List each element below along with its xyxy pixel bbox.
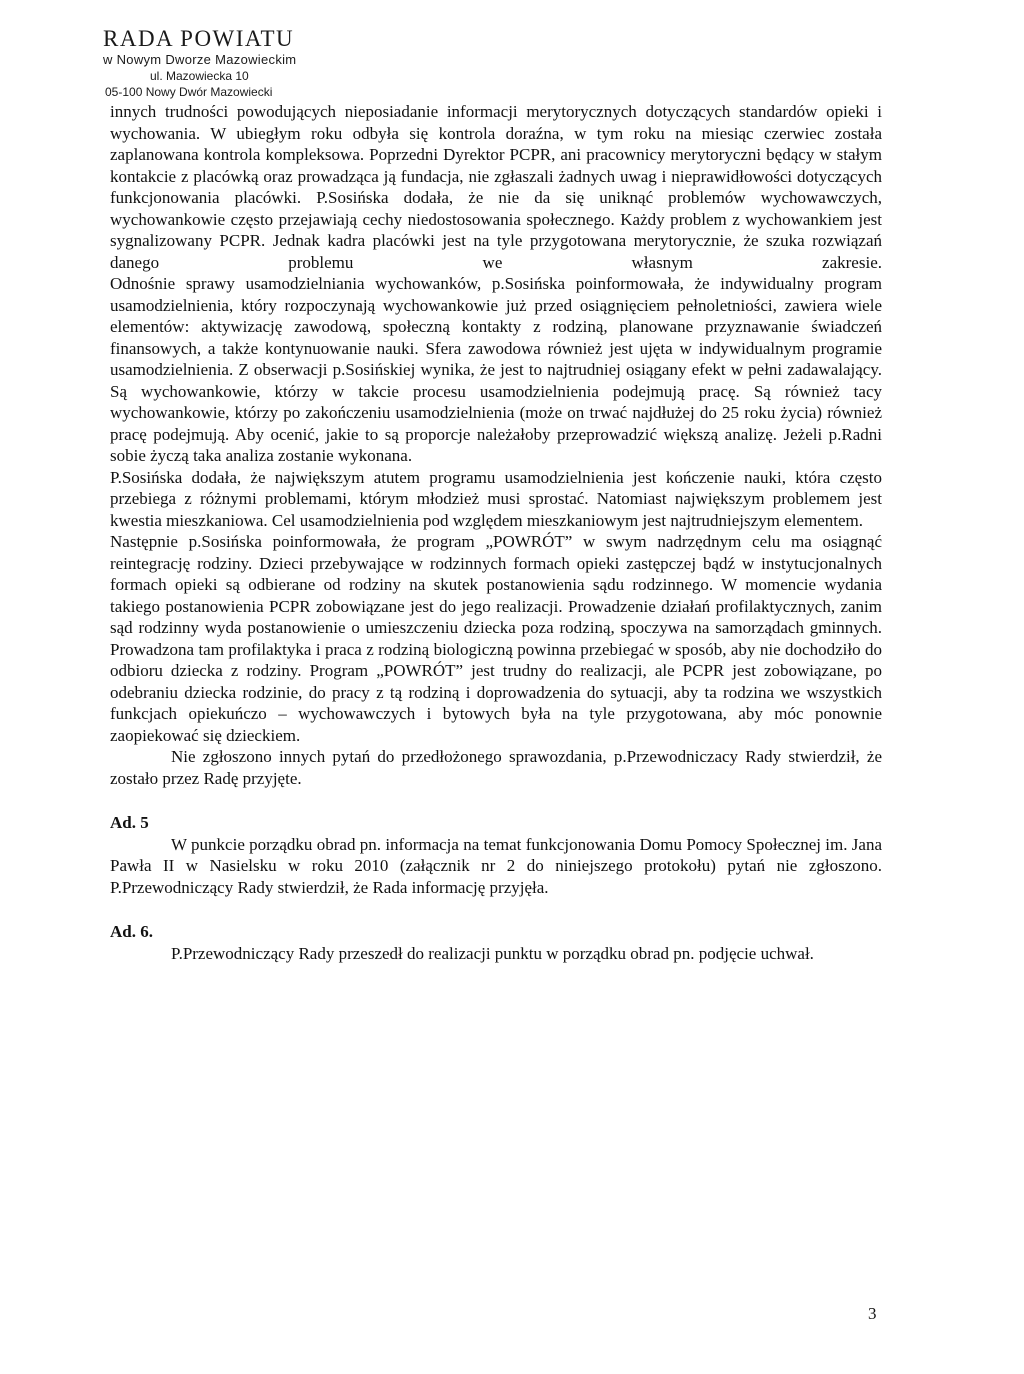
paragraph: innych trudności powodujących nieposiadanie informacji merytorycznych dotyczących standardów opieki i wychowania. W ubiegłym roku odbyła się kontrola doraźna, w tym roku na miesiąc czerwiec została zaplanowana kontrola kompleksowa. Poprzedni Dyrektor PCPR, ani pracownicy merytoryczni będący w stałym kontakcie z placówką oraz prowadząca ją fundacja, nie zgłaszali żadnych uwag i nieprawidłowości dotyczących funkcjonowania placówki. P.Sosińska dodała, że nie da się uniknąć problemów wychowawczych, wychowankowie często przejawiają cechy niedostosowania społecznego. Każdy problem z wychowankiem jest sygnalizowany PCPR. Jednak kadra placówki jest na tyle przygotowana merytorycznie, że szuka rozwiązań danego problemu we własnym zakresie.: [110, 102, 882, 272]
letterhead-line-2: ul. Mazowiecka 10: [150, 69, 249, 83]
paragraph: Następnie p.Sosińska poinformowała, że program „POWRÓT” w swym nadrzędnym celu ma osiągnąć reintegrację rodziny. Dzieci przebywające w rodzinnych formach opieki zastępczej bądź w instytucjonalnych formach opieki są odbierane od rodziny na skutek postanowienia sądu rodzinnego. W momencie wydania takiego postanowienia PCPR zobowiązane jest do jego realizacji. Prowadzenie działań profilaktycznych, zanim sąd rodzinny wyda postanowienie o umieszczeniu dziecka poza rodziną, spoczywa na samorządach gminnych. Prowadzona tam profilaktyka i praca z rodziną biologiczną powinna przebiegać w sposób, aby nie dochodziło do odbioru dziecka z rodziny. Program „POWRÓT” jest trudny do realizacji, ale PCPR jest zobowiązane, po odebraniu dziecka rodzinie, do pracy z tą rodziną i doprowadzenia do sytuacji, aby ta rodzina we wszystkich funkcjach opiekuńczo – wychowawczych i bytowych była na tyle przygotowana, aby móc ponownie zaopiekować się dzieckiem.: [110, 532, 882, 745]
section-heading-ad5: Ad. 5: [110, 813, 149, 832]
section-heading-ad6: Ad. 6.: [110, 922, 153, 941]
page-number: 3: [868, 1304, 877, 1323]
paragraph: P.Sosińska dodała, że największym atutem programu usamodzielnienia jest kończenie nauki, która często przebiega z różnymi problemami, którym młodzież musi sprostać. Natomiast największym problemem jest kwestia mieszkaniowa. Cel usamodzielnienia pod względem mieszkaniowym jest najtrudniejszym elementem.: [110, 467, 882, 530]
letterhead-line-3: 05-100 Nowy Dwór Mazowiecki: [105, 85, 273, 99]
section-text-ad6: P.Przewodniczący Rady przeszedł do realizacji punktu w porządku obrad pn. podjęcie uchwał.: [171, 943, 814, 963]
letterhead-stamp: [103, 26, 296, 101]
section-text-ad5: W punkcie porządku obrad pn. informacja na temat funkcjonowania Domu Pomocy Społecznej im. Jana Pawła II w Nasielsku w roku 2010 (załącznik nr 2 do niniejszego protokołu) pytań nie zgłoszono. P.Przewodniczący Rady stwierdził, że Rada informację przyjęła.: [110, 834, 882, 897]
letterhead-line-1: w Nowym Dworze Mazowieckim: [103, 52, 297, 67]
paragraph: Nie zgłoszono innych pytań do przedłożonego sprawozdania, p.Przewodniczacy Rady stwierdził, że zostało przez Radę przyjęte.: [110, 747, 882, 788]
letterhead-org: RADA POWIATU: [103, 26, 295, 51]
paragraph: Odnośnie sprawy usamodzielniania wychowanków, p.Sosińska poinformowała, że indywidualny program usamodzielnienia, który rozpoczynają wychowankowie już przed osiągnięciem pełnoletniości, zawiera wiele elementów: aktywizację zawodową, społeczną kontakty z rodziną, planowane przyznawanie świadczeń finansowych, a także kontynuowanie nauki. Sfera zawodowa również jest ujęta w indywidualnym programie usamodzielnienia. Z obserwacji p.Sosińskiej wynika, że jest to najtrudniej osiągany efekt w pełni zadawalający. Są wychowankowie, którzy w takcie procesu usamodzielnienia podejmują pracę. Są również tacy wychowankowie, którzy po zakończeniu usamodzielnienia (może on trwać najdłużej do 25 roku życia) również pracę podejmują. Aby ocenić, jakie to są proporcje należałoby przeprowadzić większą analizę. Jeżeli p.Radni sobie życzą taka analiza zostanie wykonana.: [110, 274, 882, 465]
document-body: [110, 101, 882, 964]
